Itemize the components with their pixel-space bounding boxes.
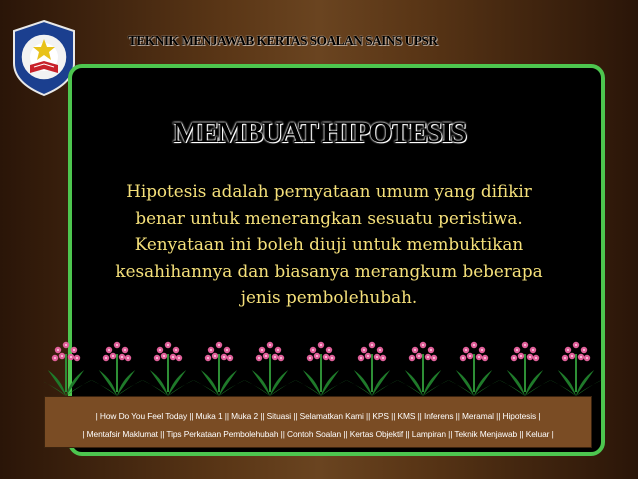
body-line: jenis pembolehubah. <box>240 287 418 307</box>
nav-link-meramal[interactable]: Meramal <box>462 411 494 421</box>
nav-separator: || <box>157 429 167 439</box>
nav-link-tips-perkataan-pembolehubah[interactable]: Tips Perkataan Pembolehubah <box>166 429 279 439</box>
flower-cluster <box>193 342 245 396</box>
flower-border-decoration <box>44 340 602 396</box>
nav-link-muka-2[interactable]: Muka 2 <box>231 411 259 421</box>
slide-title: MEMBUAT HIPOTESIS <box>172 116 466 149</box>
nav-separator: || <box>415 411 424 421</box>
nav-separator: | <box>549 429 554 439</box>
nav-separator: | <box>82 429 87 439</box>
flower-cluster <box>295 342 347 396</box>
footer-navigation <box>44 396 592 448</box>
nav-link-keluar[interactable]: Keluar <box>525 429 550 439</box>
nav-separator: || <box>388 411 398 421</box>
nav-link-lampiran[interactable]: Lampiran <box>411 429 446 439</box>
nav-separator: || <box>341 429 350 439</box>
nav-link-inferens[interactable]: Inferens <box>423 411 454 421</box>
nav-separator: || <box>187 411 196 421</box>
nav-separator: || <box>403 429 412 439</box>
flower-cluster <box>550 342 602 396</box>
nav-link-kms[interactable]: KMS <box>397 411 416 421</box>
flower-cluster <box>499 342 551 396</box>
nav-separator: || <box>363 411 373 421</box>
nav-separator: || <box>445 429 455 439</box>
flower-cluster <box>244 342 296 396</box>
nav-link-hipotesis[interactable]: Hipotesis <box>502 411 537 421</box>
body-line: kesahihannya dan biasanya merangkum beberapa <box>115 260 543 281</box>
flower-cluster <box>346 342 398 396</box>
nav-link-kertas-objektif[interactable]: Kertas Objektif <box>349 429 404 439</box>
nav-separator: || <box>493 411 503 421</box>
body-line: benar untuk menerangkan sesuatu peristiwa. <box>135 207 523 228</box>
body-line: Kenyataan ini boleh diuji untuk membuktikan <box>134 234 524 254</box>
nav-separator: || <box>453 411 463 421</box>
header-title: TEKNIK MENJAWAB KERTAS SOALAN SAINS UPSR <box>128 33 438 48</box>
nav-separator: || <box>222 411 232 421</box>
nav-separator: || <box>258 411 267 421</box>
body-line: Hipotesis adalah pernyataan umum yang difikir <box>126 181 532 201</box>
nav-link-how-do-you-feel-today[interactable]: How Do You Feel Today <box>99 411 188 421</box>
nav-separator: || <box>517 429 526 439</box>
flower-cluster <box>397 342 449 396</box>
flower-cluster <box>91 342 143 396</box>
flower-cluster <box>448 342 500 396</box>
slide-body <box>72 178 586 311</box>
nav-separator: | <box>95 411 100 421</box>
footer-nav-row-1 <box>45 411 591 421</box>
nav-separator: || <box>291 411 300 421</box>
nav-separator: || <box>278 429 287 439</box>
nav-separator: | <box>536 411 541 421</box>
footer-nav-row-2 <box>45 429 591 439</box>
nav-link-contoh-soalan[interactable]: Contoh Soalan <box>287 429 342 439</box>
nav-link-kps[interactable]: KPS <box>372 411 389 421</box>
flower-cluster <box>44 342 92 396</box>
nav-link-teknik-menjawab[interactable]: Teknik Menjawab <box>454 429 518 439</box>
nav-link-selamatkan-kami[interactable]: Selamatkan Kami <box>299 411 364 421</box>
nav-link-muka-1[interactable]: Muka 1 <box>195 411 223 421</box>
nav-link-mentafsir-maklumat[interactable]: Mentafsir Maklumat <box>86 429 158 439</box>
nav-link-situasi[interactable]: Situasi <box>266 411 292 421</box>
flower-cluster <box>142 342 194 396</box>
